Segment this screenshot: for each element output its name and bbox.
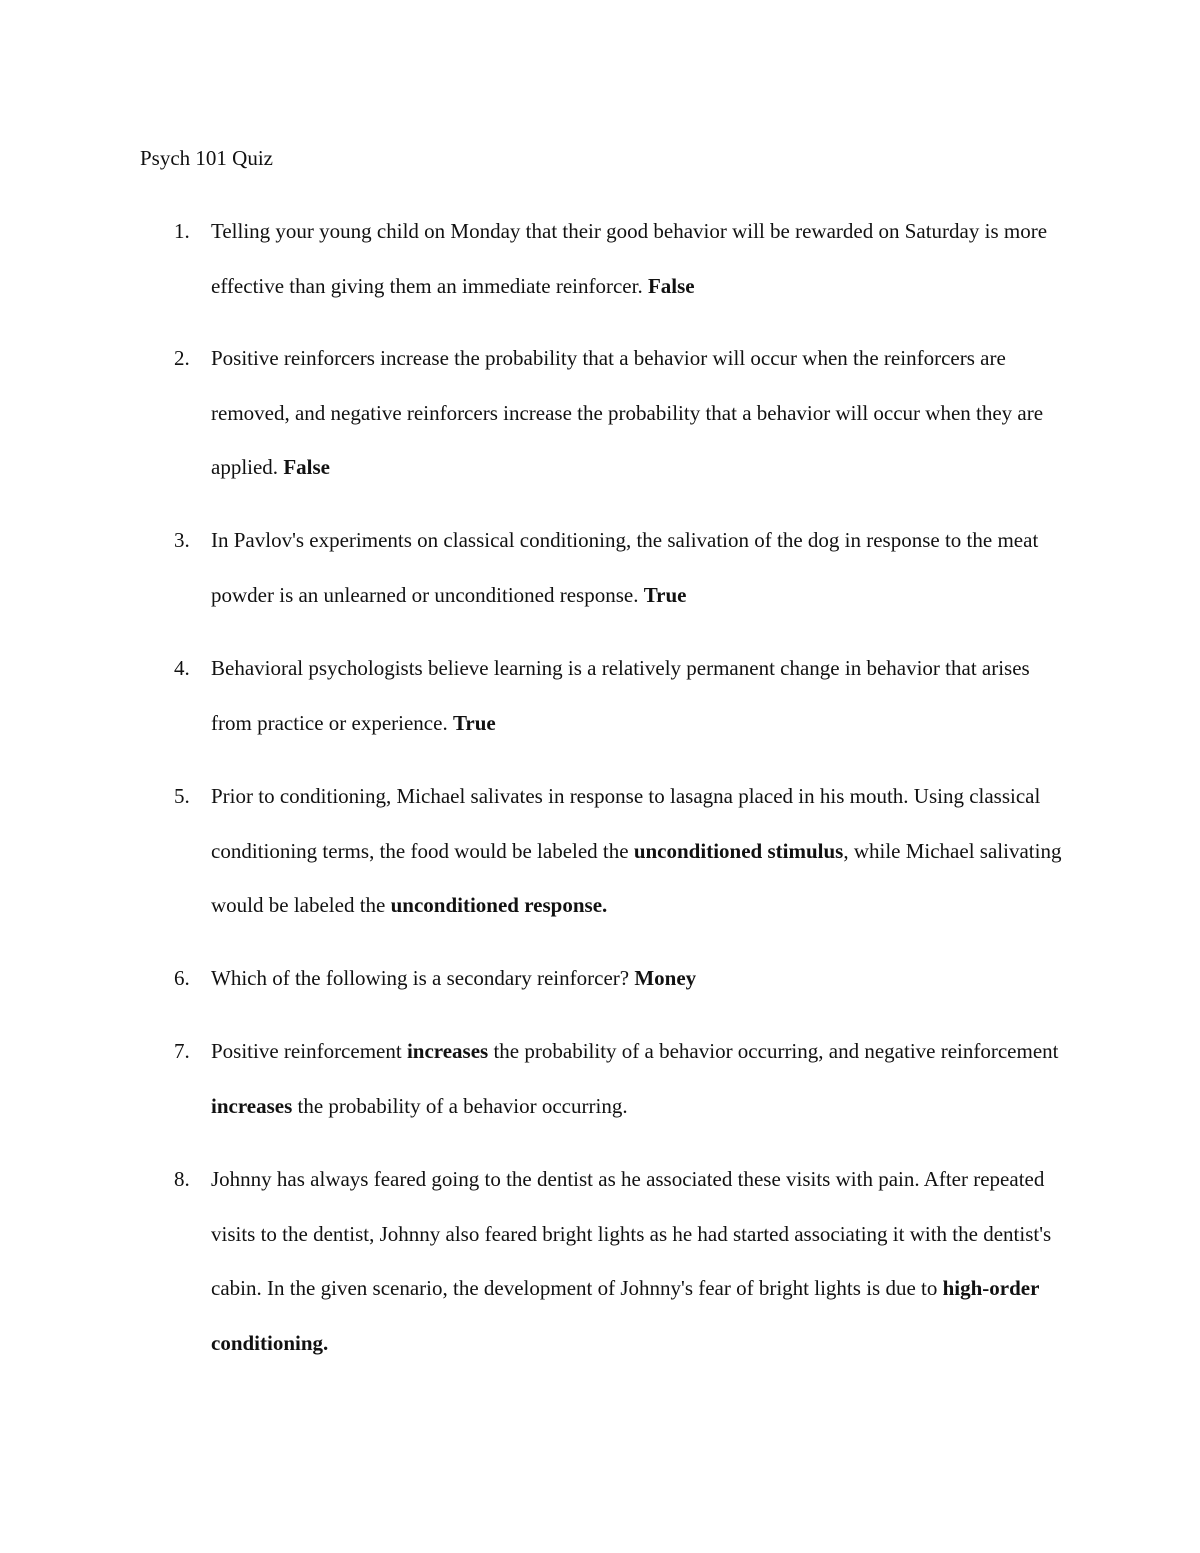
question-text-segment: Johnny has always feared going to the dentist as he associated these visits with pain. After repeated visits to the dentist, Johnny also feared bright lights as he had started associating it with the dentist's cabin. In the given scenario, the development of Johnny's fear of bright lights is due to (211, 1167, 1052, 1300)
question-text (211, 513, 1071, 622)
question-text-segment: Positive reinforcers increase the probability that a behavior will occur when the reinforcers are removed, and negative reinforcers increase the probability that a behavior will occur when they are applied. (211, 346, 1044, 479)
question-text-segment: Which of the following is a secondary reinforcer? (211, 966, 635, 990)
question-number: 5. (174, 784, 190, 808)
answer-text: True (643, 582, 687, 607)
question-text-segment: Prior to conditioning, Michael salivates in response to lasagna placed in his mouth. Using classical conditioning terms, the food would be labeled the (211, 784, 1041, 863)
question-text (211, 1152, 1071, 1370)
answer-text: unconditioned response. (390, 893, 608, 917)
answer-text: False (283, 455, 330, 479)
question-text-segment: Behavioral psychologists believe learning is a relatively permanent change in behavior that arises from practice or experience. (211, 656, 1030, 735)
question-text-segment: Telling your young child on Monday that their good behavior will be rewarded on Saturday is more effective than giving them an immediate reinforcer. (211, 219, 1048, 298)
answer-text: increases (406, 1039, 489, 1063)
question-text-segment: In Pavlov's experiments on classical conditioning, the salivation of the dog in response to the meat powder is an unlearned or unconditioned response. (211, 528, 1039, 607)
answer-text: Money (634, 966, 697, 990)
question-number: 2. (174, 346, 190, 370)
question-number: 6. (174, 966, 190, 990)
question-number: 4. (174, 656, 190, 680)
question-text (211, 1024, 1071, 1133)
question-text (211, 769, 1071, 933)
question-text-segment: Positive reinforcement (211, 1039, 407, 1063)
question-number: 1. (174, 219, 190, 243)
question-text-segment: the probability of a behavior occurring, and negative reinforcement (488, 1039, 1059, 1063)
question-text (211, 951, 1071, 1006)
question-number: 8. (174, 1167, 190, 1191)
answer-text: True (452, 710, 496, 735)
question-text-segment: the probability of a behavior occurring. (292, 1093, 628, 1118)
answer-text: unconditioned stimulus (633, 838, 844, 863)
answer-text: high-order conditioning. (211, 1276, 1040, 1355)
question-text (211, 331, 1071, 495)
question-number: 3. (174, 528, 190, 552)
answer-text: increases (211, 1093, 293, 1118)
question-text (211, 204, 1071, 313)
question-number: 7. (174, 1039, 190, 1063)
answer-text: False (647, 273, 695, 298)
document-title: Psych 101 Quiz (140, 146, 273, 170)
question-text-segment: , while Michael salivating would be labeled the (211, 838, 1062, 917)
question-text (211, 641, 1071, 750)
